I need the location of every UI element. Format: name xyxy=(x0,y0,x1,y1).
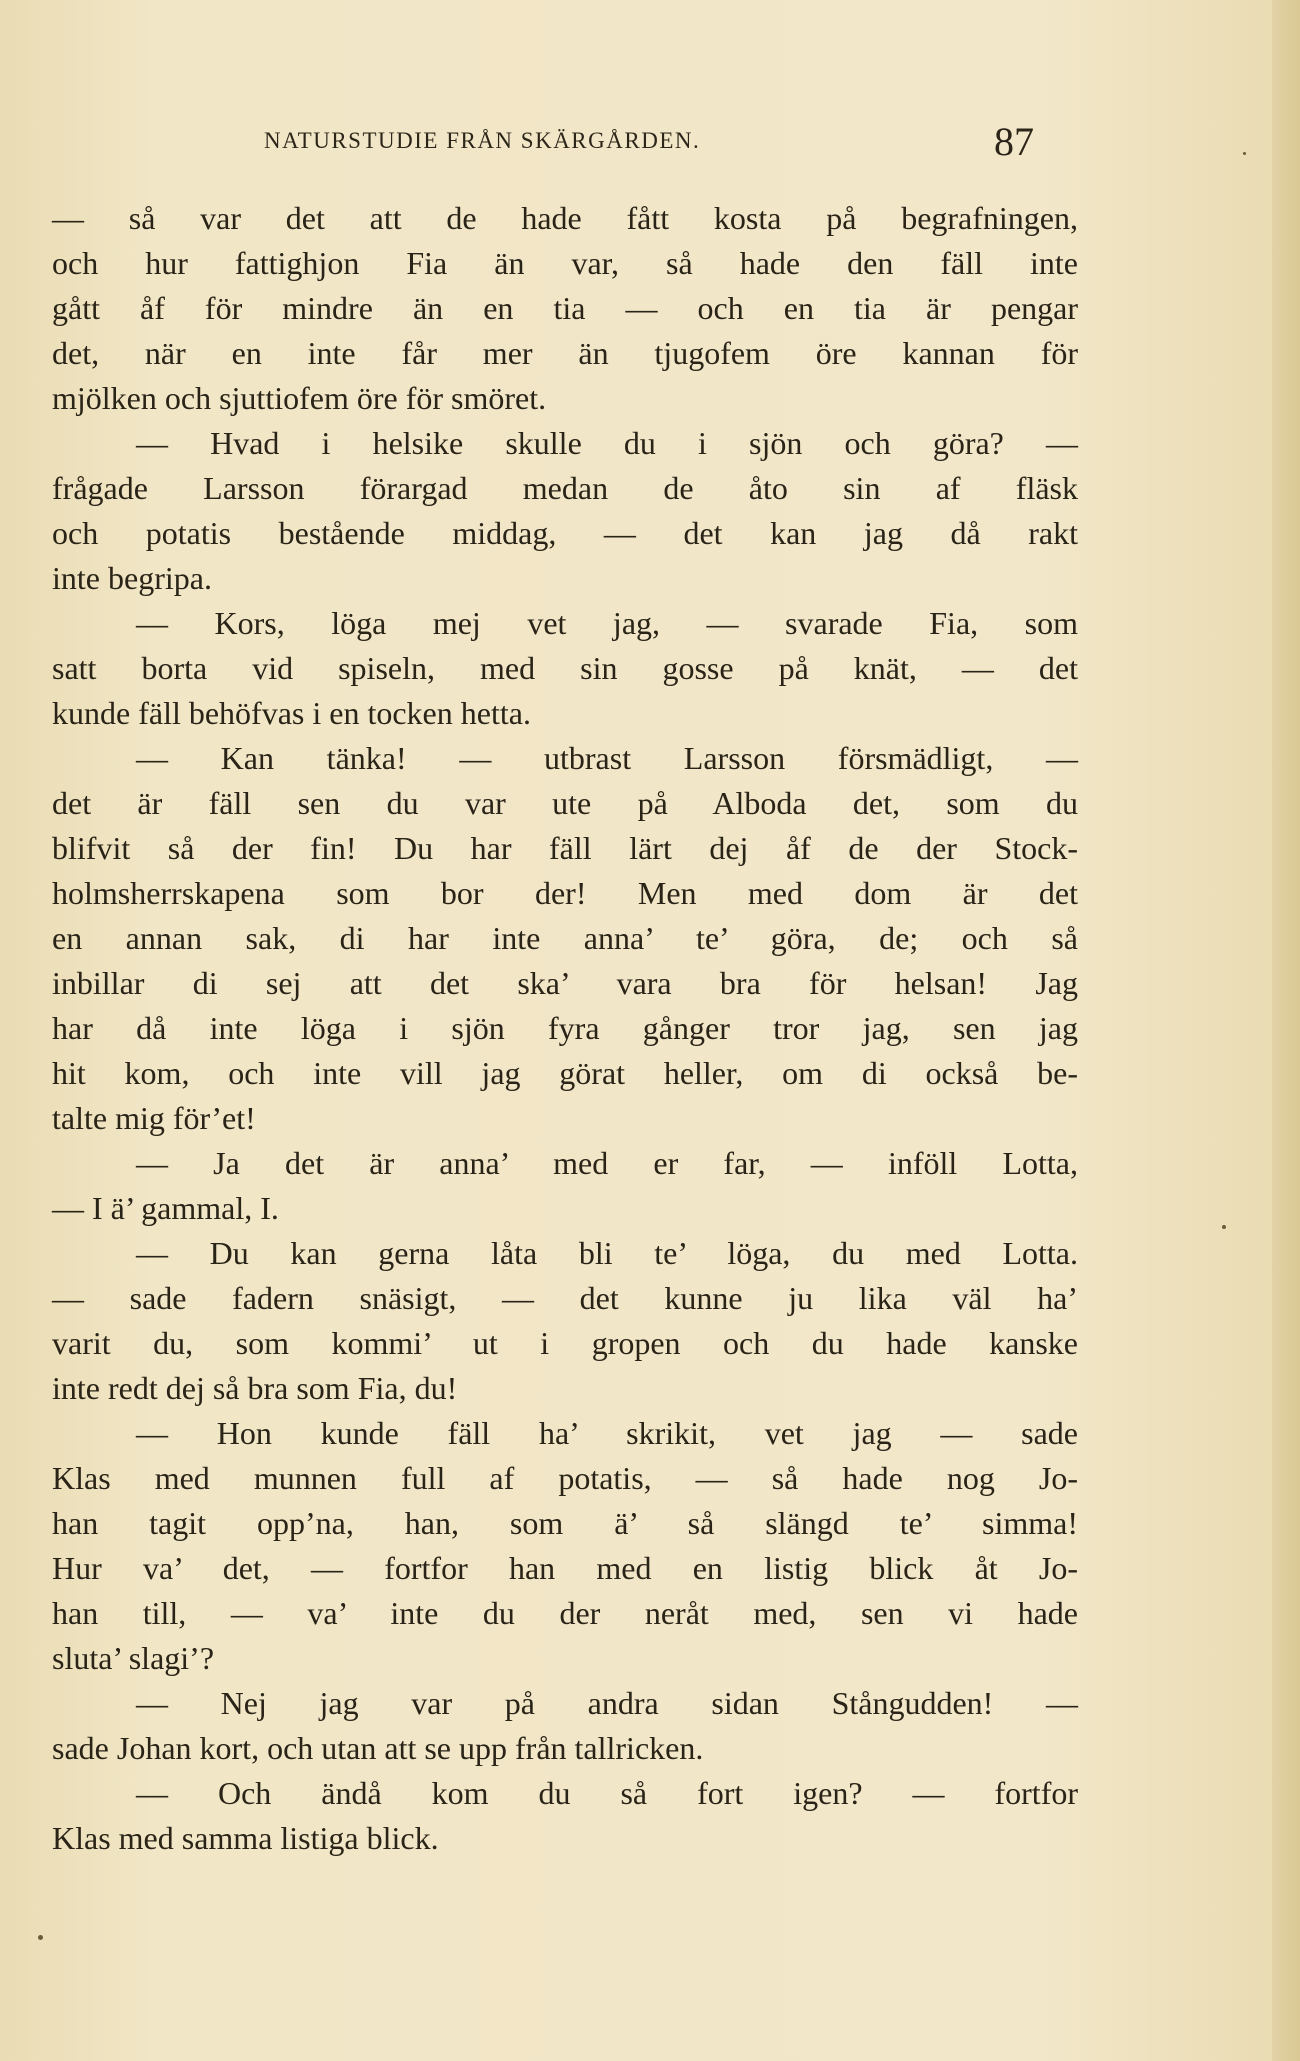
text-line: blifvit så der fin! Du har fäll lärt dej åf de der Stock- xyxy=(52,830,1078,866)
text-line: har då inte löga i sjön fyra gånger tror jag, sen jag xyxy=(52,1010,1078,1046)
text-line: mjölken och sjuttiofem öre för smöret. xyxy=(52,380,547,416)
text-line: — Ja det är anna’ med er far, — inföll Lotta, xyxy=(136,1145,1078,1181)
text-line: — Hon kunde fäll ha’ skrikit, vet jag — sade xyxy=(136,1415,1078,1451)
text-line: — I ä’ gammal, I. xyxy=(52,1190,279,1226)
text-line: — Nej jag var på andra sidan Stångudden! — xyxy=(136,1685,1078,1721)
text-line: gått åf för mindre än en tia — och en tia är pengar xyxy=(52,290,1078,326)
paper-speck xyxy=(1243,152,1246,155)
page-number: 87 xyxy=(994,119,1034,164)
text-line: holmsherrskapena som bor der! Men med dom är det xyxy=(52,875,1078,911)
text-line: varit du, som kommi’ ut i gropen och du hade kanske xyxy=(52,1325,1078,1361)
text-line: — Kan tänka! — utbrast Larsson försmädligt, — xyxy=(136,740,1078,776)
text-line: — Du kan gerna låta bli te’ löga, du med Lotta. xyxy=(136,1235,1078,1271)
running-head: NATURSTUDIE FRÅN SKÄRGÅRDEN. xyxy=(264,128,701,153)
text-line: — så var det att de hade fått kosta på begrafningen, xyxy=(52,200,1078,236)
text-line: inte begripa. xyxy=(52,560,212,596)
text-line: — Hvad i helsike skulle du i sjön och göra? — xyxy=(136,425,1078,461)
text-line: — sade fadern snäsigt, — det kunne ju lika väl ha’ xyxy=(52,1280,1078,1316)
page-edge xyxy=(1272,0,1300,2061)
body-text xyxy=(52,196,1078,1861)
text-line: Klas med samma listiga blick. xyxy=(52,1820,439,1856)
text-line: inbillar di sej att det ska’ vara bra för helsan! Jag xyxy=(52,965,1078,1001)
text-line: och potatis bestående middag, — det kan jag då rakt xyxy=(52,515,1078,551)
text-line: — Kors, löga mej vet jag, — svarade Fia, som xyxy=(136,605,1078,641)
paper-speck xyxy=(1222,1225,1226,1229)
text-line: och hur fattighjon Fia än var, så hade den fäll inte xyxy=(52,245,1078,281)
text-line: frågade Larsson förargad medan de åto sin af fläsk xyxy=(52,470,1078,506)
text-line: kunde fäll behöfvas i en tocken hetta. xyxy=(52,695,531,731)
text-line: — Och ändå kom du så fort igen? — fortfor xyxy=(136,1775,1078,1811)
text-line: det är fäll sen du var ute på Alboda det, som du xyxy=(52,785,1078,821)
text-line: inte redt dej så bra som Fia, du! xyxy=(52,1370,458,1406)
text-line: han tagit opp’na, han, som ä’ så slängd te’ simma! xyxy=(52,1505,1078,1541)
paper-speck xyxy=(38,1935,43,1940)
text-line: talte mig för’et! xyxy=(52,1100,256,1136)
text-line: sade Johan kort, och utan att se upp från tallricken. xyxy=(52,1730,704,1766)
text-line: en annan sak, di har inte anna’ te’ göra, de; och så xyxy=(52,920,1078,956)
text-line: Klas med munnen full af potatis, — så hade nog Jo- xyxy=(52,1460,1078,1496)
text-line: hit kom, och inte vill jag görat heller, om di också be- xyxy=(52,1055,1078,1091)
text-line: det, när en inte får mer än tjugofem öre kannan för xyxy=(52,335,1078,371)
text-line: han till, — va’ inte du der neråt med, sen vi hade xyxy=(52,1595,1078,1631)
text-line: satt borta vid spiseln, med sin gosse på knät, — det xyxy=(52,650,1078,686)
text-line: sluta’ slagi’? xyxy=(52,1640,215,1676)
page-header xyxy=(264,118,1034,168)
text-line: Hur va’ det, — fortfor han med en listig blick åt Jo- xyxy=(52,1550,1078,1586)
